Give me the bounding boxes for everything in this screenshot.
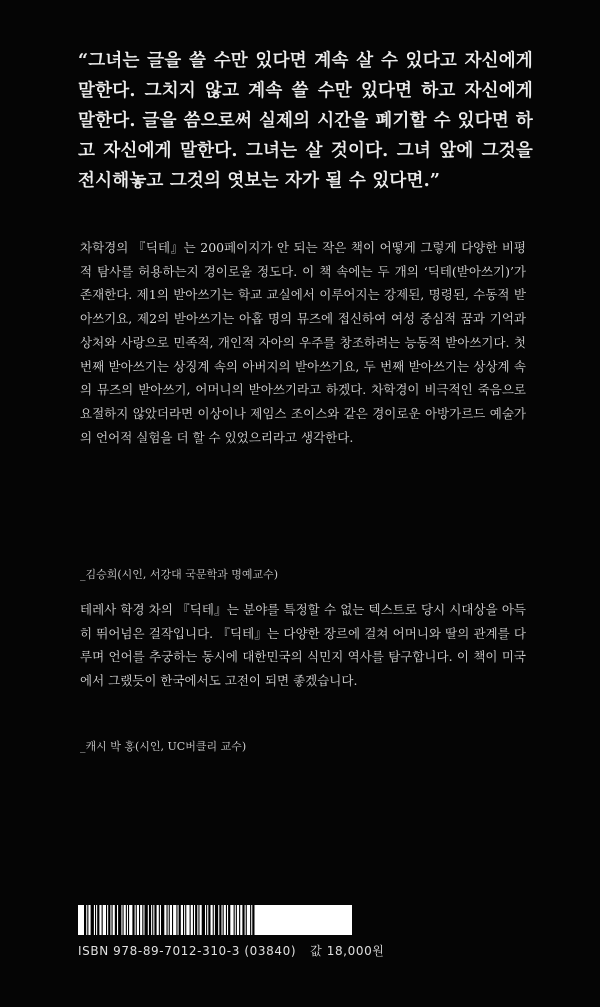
barcode-bar [228, 905, 230, 935]
barcode-bar [149, 905, 151, 935]
barcode-bar [154, 905, 156, 935]
barcode-bar [234, 905, 235, 935]
barcode-bar [145, 905, 148, 935]
barcode-bar [132, 905, 134, 935]
barcode-bar [112, 905, 113, 935]
barcode-bar [202, 905, 205, 935]
barcode-bar [91, 905, 94, 935]
barcode-bar [108, 905, 110, 935]
barcode-bar [169, 905, 170, 935]
barcode-bar [226, 905, 227, 935]
pull-quote: “그녀는 글을 쓸 수만 있다면 계속 살 수 있다고 자신에게 말한다. 그치지 않고 계속 쓸 수만 있다면 하고 자신에게 말한다. 글을 씀으로써 실제의 시간을 폐기할 수 있다면 하고 자신에게 말한다. 그녀는 살 것이다. 그녀 앞에 그것을 전시해놓고 그것의 엿보는 자가 될 수 있다면.” [78, 51, 533, 191]
barcode-bar [185, 905, 186, 935]
barcode-bar [179, 905, 181, 935]
barcode-bar [161, 905, 164, 935]
review-kim-text: 차학경의 『딕테』는 200페이지가 안 되는 작은 책이 어떻게 그렇게 다양한 비평적 탐사를 허용하는지 경이로울 정도다. 이 책 속에는 두 개의 ‘딕테(받아쓰기)’가 존재한다. 제1의 받아쓰기는 학교 교실에서 이루어지는 강제된, 명령된, 수동적 받아쓰기요, 제2의 받아쓰기는 아홉 명의 뮤즈에 접신하여 여성 중심적 꿈과 기억과 상처와 사랑으로 민족적, 개인적 자아의 우주를 창조하려는 능동적 받아쓰기다. 첫 번째 받아쓰기는 상징계 속의 아버지의 받아쓰기요, 두 번째 받아쓰기는 상상계 속의 뮤즈의 받아쓰기, 어머니의 받아쓰기라고 하겠다. 차학경이 비극적인 죽음으로 요절하지 않았더라면 이상이나 제임스 조이스와 같은 경이로운 아방가르드 예술가의 언어적 실험을 더 할 수 있었으리라고 생각한다. [80, 240, 526, 445]
barcode-bar [159, 905, 160, 935]
barcode-bar [128, 905, 129, 935]
barcode-bar [87, 905, 88, 935]
barcode-bar [126, 905, 127, 935]
isbn-price-line [78, 942, 385, 959]
barcode-bar [106, 905, 107, 935]
barcode-bar [219, 905, 221, 935]
isbn-text: ISBN 978-89-7012-310-3 (03840) [78, 944, 297, 958]
barcode-bar [208, 905, 210, 935]
barcode-bar [102, 905, 103, 935]
barcode-bar [176, 905, 177, 935]
barcode-bar [239, 905, 240, 935]
barcode-bar [142, 905, 143, 935]
price-text: 값 18,000원 [310, 944, 385, 958]
barcode-bar [97, 905, 99, 935]
barcode-bar [118, 905, 121, 935]
barcode-bar [236, 905, 237, 935]
barcode-bar [206, 905, 207, 935]
review-hong-text: 테레사 학경 차의 『딕테』는 분야를 특정할 수 없는 텍스트로 당시 시대상을 아득히 뛰어넘은 걸작입니다. 『딕테』는 다양한 장르에 걸쳐 어머니와 딸의 관계를 다루며 언어를 추궁하는 동시에 대한민국의 식민지 역사를 탐구합니다. 이 책이 미국에서 그랬듯이 한국에서도 고전이 되면 좋겠습니다. [80, 602, 526, 689]
barcode-bar [183, 905, 184, 935]
barcode-bar [139, 905, 140, 935]
barcode-bar [193, 905, 194, 935]
barcode-bar [213, 905, 214, 935]
barcode-bar [190, 905, 191, 935]
barcode-bar [115, 905, 117, 935]
barcode-bar [172, 905, 173, 935]
barcode-bar [95, 905, 96, 935]
barcode-bar [195, 905, 197, 935]
barcode-bar [250, 905, 251, 935]
review-kim-attribution: _김승희(시인, 서강대 국문학과 명예교수) [80, 568, 279, 581]
barcode-bar [123, 905, 124, 935]
barcode-bars [78, 905, 352, 935]
barcode-bar [84, 905, 86, 935]
barcode-bar [252, 905, 254, 935]
barcode-bar [246, 905, 247, 935]
review-hong-attribution: _캐시 박 홍(시인, UC버클리 교수) [80, 740, 247, 753]
barcode-bar [152, 905, 153, 935]
barcode [78, 905, 352, 935]
barcode-bar [223, 905, 224, 935]
barcode-bar [198, 905, 199, 935]
barcode-bar [136, 905, 137, 935]
barcode-bar [215, 905, 218, 935]
barcode-bar [242, 905, 244, 935]
barcode-bar [167, 905, 168, 935]
